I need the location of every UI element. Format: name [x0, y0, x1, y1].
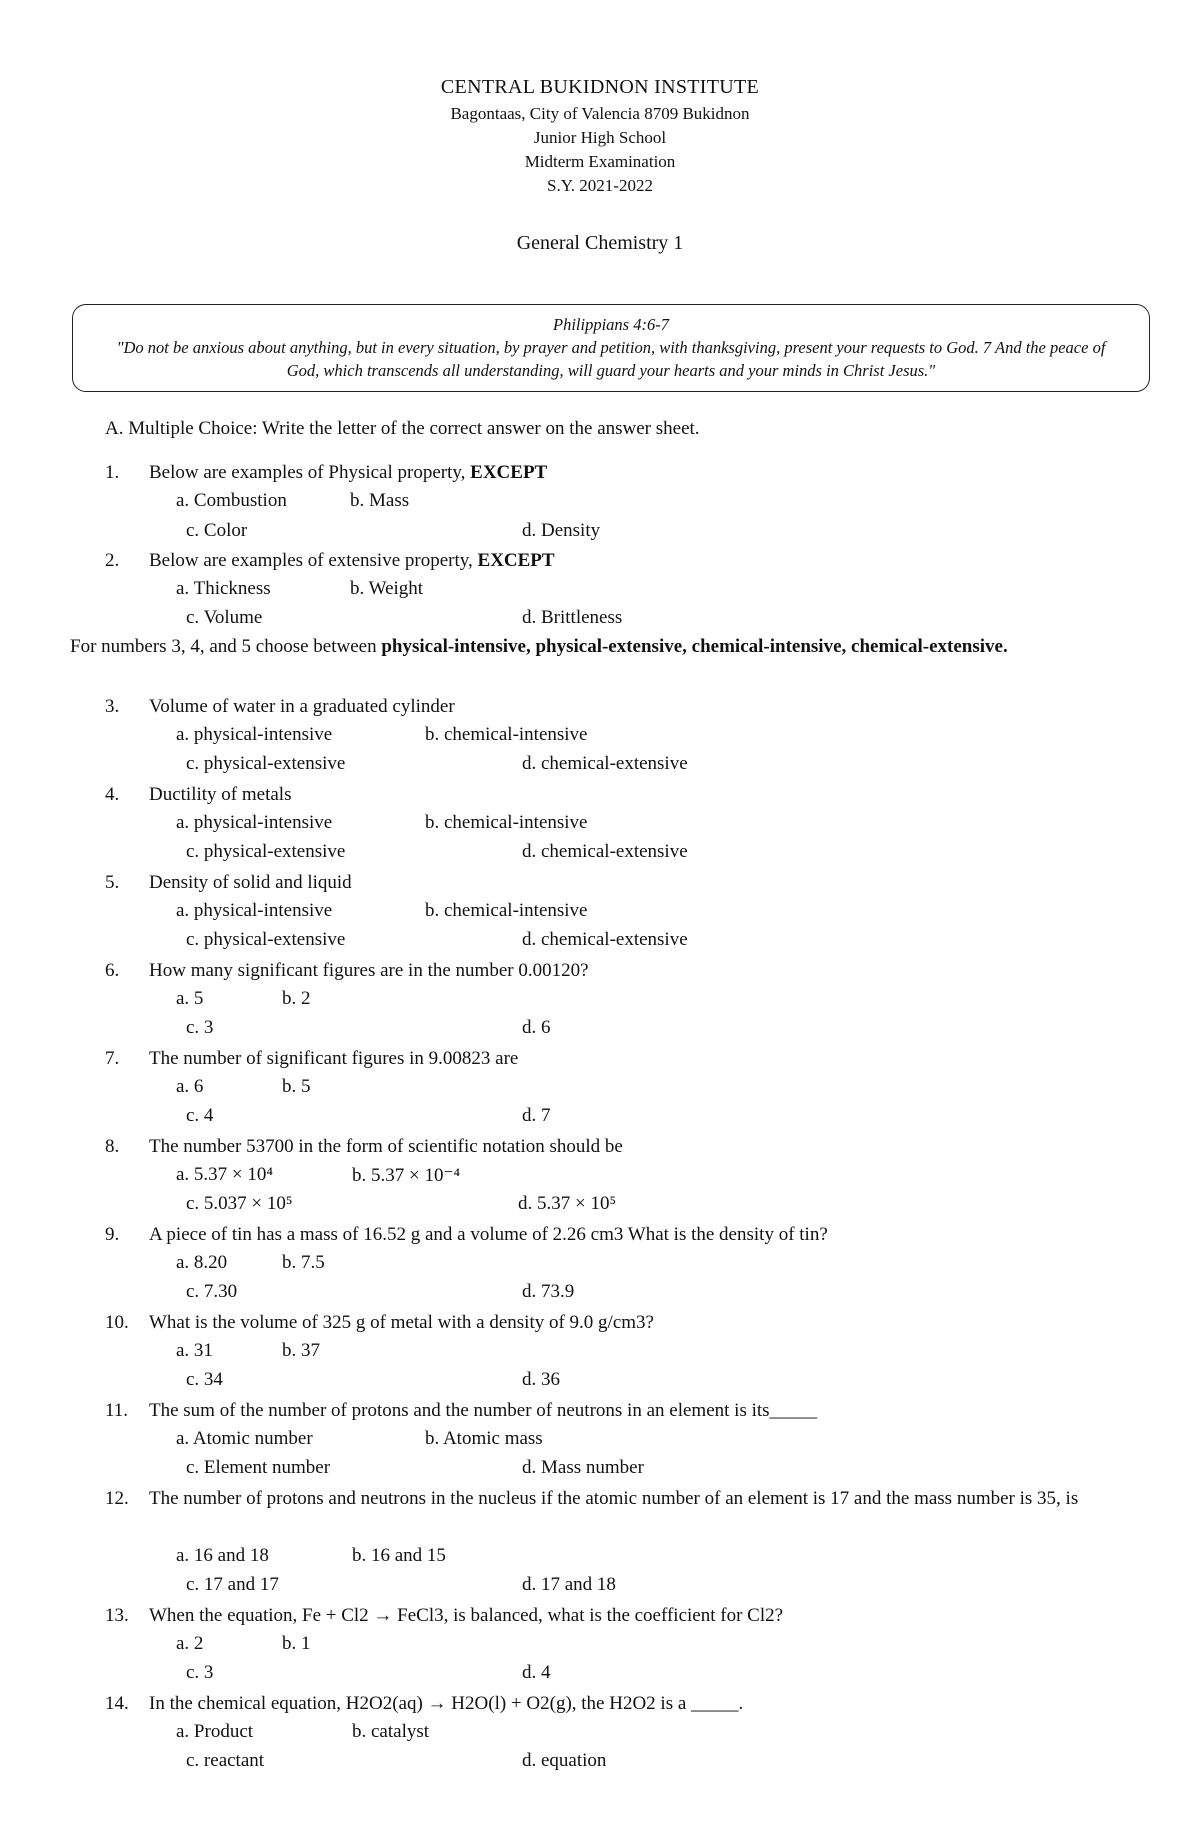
option-c: c. physical-extensive [186, 929, 346, 950]
verse-text: "Do not be anxious about anything, but in every situation, by prayer and petition, with thanksgiving, present your requests to God. 7 And the peace of God, which transcends all understanding, will guard your hearts and your minds in Christ Jesus." [116, 338, 1106, 380]
option-b: b. 7.5 [282, 1252, 325, 1273]
option-b: b. chemical-intensive [425, 900, 588, 921]
question-number: 7. [105, 1048, 120, 1069]
option-c: c. physical-extensive [186, 753, 346, 774]
question-text: When the equation, Fe + Cl2 → FeCl3, is balanced, what is the coefficient for Cl2? [149, 1605, 784, 1626]
option-c: c. Color [186, 520, 248, 541]
option-a: a. Combustion [176, 490, 287, 511]
option-a: a. 16 and 18 [176, 1545, 269, 1566]
option-a: a. physical-intensive [176, 724, 333, 745]
school-level: Junior High School [533, 128, 667, 147]
option-a: a. 5.37 × 10⁴ [176, 1164, 274, 1185]
option-b: b. 5.37 × 10⁻⁴ [352, 1165, 461, 1186]
question-number: 1. [105, 462, 120, 483]
question-emphasis: EXCEPT [470, 462, 548, 483]
question-number: 12. [105, 1488, 129, 1509]
option-b: b. 37 [282, 1340, 320, 1361]
option-d: d. Mass number [522, 1457, 644, 1478]
intensive-extensive-note: For numbers 3, 4, and 5 choose between physical-intensive, physical-extensive, chemical-intensive, chemical-extensive. [70, 636, 1008, 657]
verse-reference: Philippians 4:6-7 [553, 315, 669, 334]
option-d: d. chemical-extensive [522, 929, 688, 950]
option-a: a. physical-intensive [176, 812, 333, 833]
option-a: a. 2 [176, 1633, 204, 1654]
option-d: d. chemical-extensive [522, 841, 688, 862]
question-text: The number 53700 in the form of scientific notation should be [149, 1136, 623, 1157]
option-b: b. 1 [282, 1633, 311, 1654]
option-b: b. 2 [282, 988, 311, 1009]
option-c: c. 4 [186, 1105, 214, 1126]
option-b: b. chemical-intensive [425, 724, 588, 745]
question-text: In the chemical equation, H2O2(aq) → H2O(l) + O2(g), the H2O2 is a _____. [149, 1693, 744, 1714]
question-text: A piece of tin has a mass of 16.52 g and a volume of 2.26 cm3 What is the density of tin? [149, 1224, 828, 1245]
option-d: d. 6 [522, 1017, 551, 1038]
option-d: d. 5.37 × 10⁵ [518, 1193, 617, 1214]
option-c: c. physical-extensive [186, 841, 346, 862]
option-d: d. 73.9 [522, 1281, 575, 1302]
option-c: c. 17 and 17 [186, 1574, 279, 1595]
question-text: The number of significant figures in 9.00823 are [149, 1048, 519, 1069]
section-a-instruction: A. Multiple Choice: Write the letter of the correct answer on the answer sheet. [105, 418, 700, 439]
option-c: c. 7.30 [186, 1281, 238, 1302]
option-b: b. 5 [282, 1076, 311, 1097]
question-text: Volume of water in a graduated cylinder [149, 696, 455, 717]
question-text: Below are examples of Physical property, EXCEPT [149, 462, 548, 483]
question-number: 14. [105, 1693, 129, 1714]
option-c: c. 34 [186, 1369, 223, 1390]
option-b: b. Mass [350, 490, 410, 511]
option-a: a. physical-intensive [176, 900, 333, 921]
school-year: S.Y. 2021-2022 [547, 176, 653, 195]
option-d: d. equation [522, 1750, 607, 1771]
question-text: Ductility of metals [149, 784, 292, 805]
institution-address: Bagontaas, City of Valencia 8709 Bukidnon [450, 104, 750, 123]
option-b: b. chemical-intensive [425, 812, 588, 833]
option-d: d. 4 [522, 1662, 551, 1683]
option-a: a. 6 [176, 1076, 204, 1097]
question-text: The sum of the number of protons and the number of neutrons in an element is its_____ [149, 1400, 818, 1421]
question-text: Below are examples of extensive property, EXCEPT [149, 550, 555, 571]
option-a: a. 31 [176, 1340, 213, 1361]
question-text: What is the volume of 325 g of metal with a density of 9.0 g/cm3? [149, 1312, 654, 1333]
option-a: a. Product [176, 1721, 254, 1742]
question-number: 8. [105, 1136, 120, 1157]
exam-type: Midterm Examination [524, 152, 676, 171]
option-d: d. 36 [522, 1369, 560, 1390]
option-c: c. Element number [186, 1457, 331, 1478]
option-d: d. Brittleness [522, 607, 623, 628]
question-number: 13. [105, 1605, 129, 1626]
option-b: b. Atomic mass [425, 1428, 543, 1449]
option-b: b. Weight [350, 578, 424, 599]
question-number: 3. [105, 696, 120, 717]
option-d: d. 7 [522, 1105, 551, 1126]
question-number: 6. [105, 960, 120, 981]
option-a: a. Thickness [176, 578, 271, 599]
question-emphasis: EXCEPT [477, 550, 555, 571]
question-text: Density of solid and liquid [149, 872, 352, 893]
option-c: c. Volume [186, 607, 263, 628]
option-a: a. 5 [176, 988, 204, 1009]
question-number: 10. [105, 1312, 129, 1333]
option-d: d. 17 and 18 [522, 1574, 616, 1595]
option-c: c. 3 [186, 1662, 214, 1683]
question-number: 2. [105, 550, 120, 571]
option-c: c. reactant [186, 1750, 265, 1771]
verse-box [72, 304, 1150, 392]
question-text: How many significant figures are in the number 0.00120? [149, 960, 589, 981]
option-b: b. 16 and 15 [352, 1545, 446, 1566]
option-b: b. catalyst [352, 1721, 430, 1742]
option-d: d. chemical-extensive [522, 753, 688, 774]
option-d: d. Density [522, 520, 601, 541]
question-number: 5. [105, 872, 120, 893]
option-c: c. 5.037 × 10⁵ [186, 1193, 293, 1214]
question-text: The number of protons and neutrons in the nucleus if the atomic number of an element is 17 and the mass number is 35, is [149, 1488, 1079, 1509]
option-a: a. 8.20 [176, 1252, 228, 1273]
question-number: 11. [105, 1400, 129, 1421]
institution-name: CENTRAL BUKIDNON INSTITUTE [440, 76, 760, 98]
question-number: 4. [105, 784, 120, 805]
option-c: c. 3 [186, 1017, 214, 1038]
option-a: a. Atomic number [176, 1428, 313, 1449]
question-number: 9. [105, 1224, 120, 1245]
subject-title: General Chemistry 1 [516, 232, 684, 254]
